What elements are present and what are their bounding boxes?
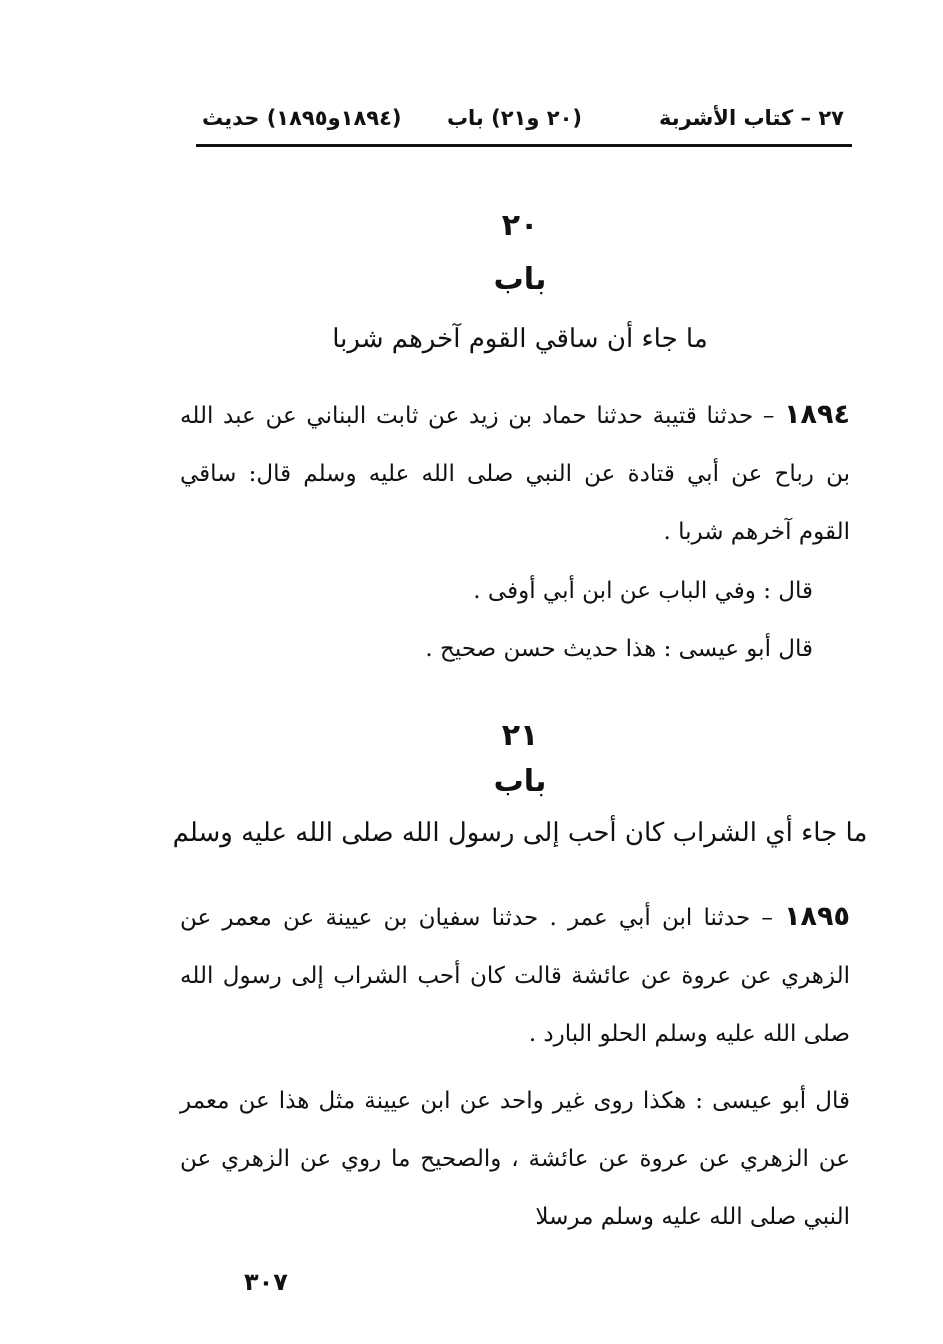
hadith-1894-text: – حدثنا قتيبة حدثنا حماد بن زيد عن ثابت البناني عن عبد الله بن رباح عن أبي قتادة عن النبي صلى الله عليه وسلم قال: ساقي القوم آخرهم شربا . [180,403,850,545]
hadith-1894 [180,386,850,561]
header-hadith-ref: (١٨٩٤و١٨٩٥) حديث [202,106,402,130]
header-chapter-ref: (٢٠ و٢١) باب [446,106,582,130]
chapter-21-title: ما جاء أي الشراب كان أحب إلى رسول الله صلى الله عليه وسلم [172,818,868,848]
hadith-1894-note-bab: قال : وفي الباب عن ابن أبي أوفى . [473,578,813,604]
header-book-title: ٢٧ – كتاب الأشربة [658,106,844,130]
chapter-21-label: باب [493,764,547,799]
header-rule [196,144,852,147]
hadith-1895 [180,888,850,1063]
running-header [196,100,852,144]
chapter-20-number: ٢٠ [501,208,539,243]
page-number: ٣٠٧ [244,1268,288,1296]
hadith-1894-grading: قال أبو عيسى : هذا حديث حسن صحيح . [425,636,813,662]
hadith-1895-commentary: قال أبو عيسى : هكذا روى غير واحد عن ابن عيينة مثل هذا عن معمر عن الزهري عن عروة عن عائشة ، والصحيح ما روي عن الزهري عن النبي صلى الله عليه وسلم مرسلا [180,1088,850,1230]
hadith-1895-number: ١٨٩٥ [784,901,850,932]
chapter-20-title: ما جاء أن ساقي القوم آخرهم شربا [332,324,708,354]
hadith-1894-number: ١٨٩٤ [784,399,850,430]
chapter-20-label: باب [493,262,547,297]
hadith-1895-text: – حدثنا ابن أبي عمر . حدثنا سفيان بن عيينة عن معمر عن الزهري عن عروة عن عائشة قالت كان أحب الشراب إلى رسول الله صلى الله عليه وسلم الحلو البارد . [180,905,851,1047]
chapter-21-number: ٢١ [501,718,539,753]
